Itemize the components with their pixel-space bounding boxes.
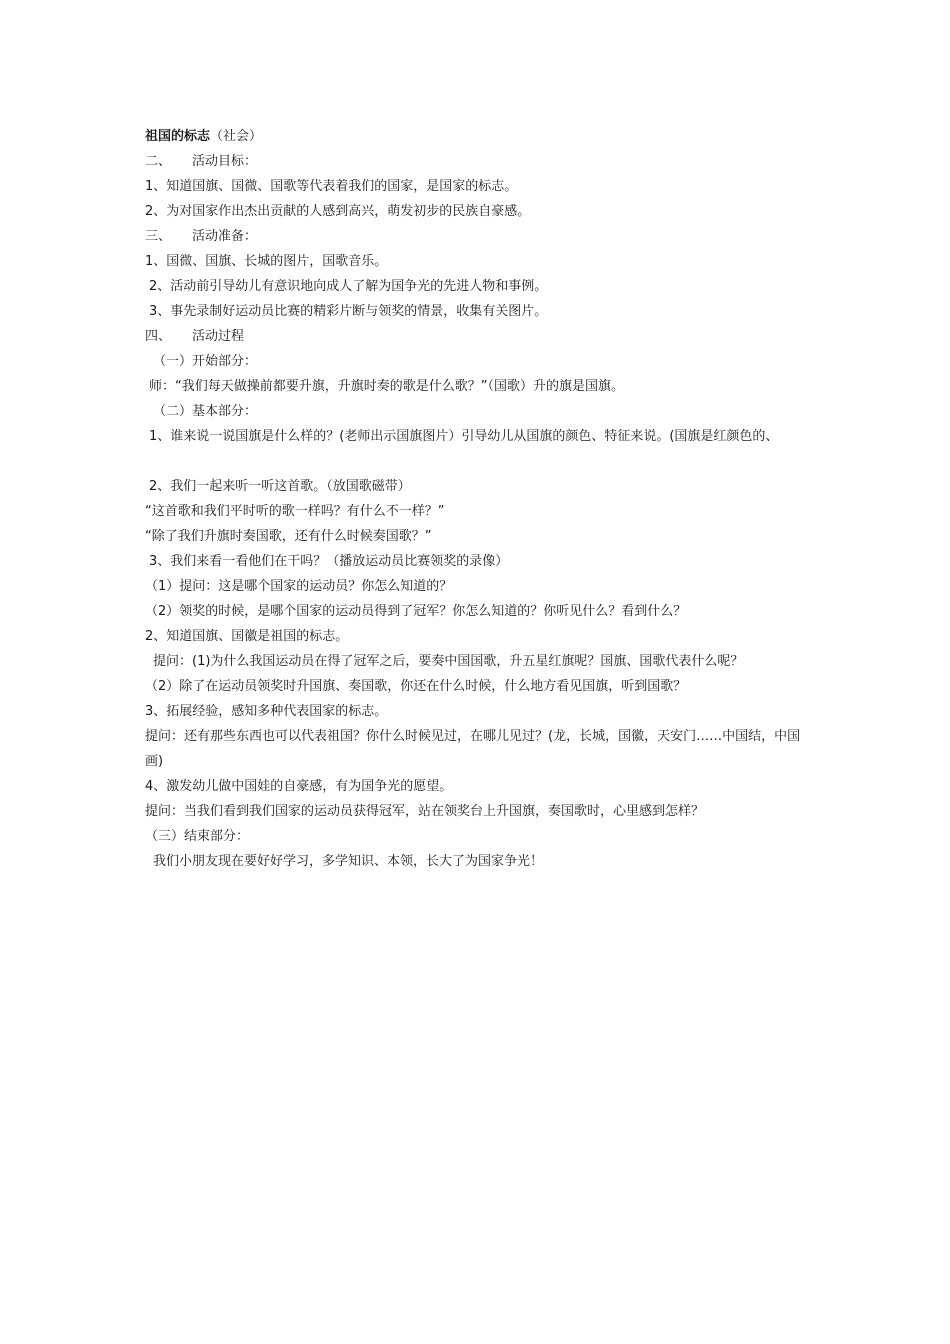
part-heading-end: （三）结束部分： [145, 829, 250, 844]
section-number: 二、 [145, 154, 172, 169]
document-body [145, 124, 817, 874]
question-1: （1）提问：这是哪个国家的运动员？你怎么知道的？ [145, 579, 453, 594]
quote-line-2: “除了我们升旗时奏国歌，还有什么时候奏国歌？” [145, 529, 432, 544]
question-2: （2）领奖的时候，是哪个国家的运动员得到了冠军？你怎么知道的？你听见什么？看到什么？ [145, 604, 687, 619]
basic-item-3: 3、我们来看一看他们在干吗？（播放运动员比赛领奖的录像） [149, 554, 509, 569]
section-label: 活动准备： [192, 229, 258, 244]
blank-line [145, 449, 817, 474]
process-item-3: 3、拓展经验，感知多种代表国家的标志。 [145, 704, 388, 719]
section-heading-process [145, 324, 817, 349]
document-title [145, 124, 817, 149]
title-main: 祖国的标志 [145, 129, 211, 144]
part-heading-start: （一）开始部分： [153, 354, 258, 369]
process-item-2: 2、知道国旗、国徽是祖国的标志。 [145, 629, 349, 644]
section-heading-goals [145, 149, 817, 174]
ask-line-3: 提问：还有那些东西也可以代表祖国？你什么时候见过，在哪儿见过？(龙，长城，国徽，天安门……中国结，中国画) [145, 729, 801, 769]
section-number: 三、 [145, 229, 172, 244]
section-label: 活动过程 [192, 329, 245, 344]
basic-item-1: 1、谁来说一说国旗是什么样的？(老师出示国旗图片）引导幼儿从国旗的颜色、特征来说。(国旗是红颜色的、 [149, 429, 779, 444]
ask-line-2: （2）除了在运动员领奖时升国旗、奏国歌，你还在什么时候，什么地方看见国旗，听到国歌？ [145, 679, 687, 694]
section-label: 活动目标： [192, 154, 258, 169]
section-number: 四、 [145, 329, 172, 344]
goal-item-1: 1、知道国旗、国微、国歌等代表着我们的国家，是国家的标志。 [145, 179, 518, 194]
teacher-line: 师：“我们每天做操前都要升旗，升旗时奏的歌是什么歌？”（国歌）升的旗是国旗。 [149, 379, 624, 394]
goal-item-2: 2、为对国家作出杰出贡献的人感到高兴，萌发初步的民族自豪感。 [145, 204, 531, 219]
ending-line: 我们小朋友现在要好好学习，多学知识、本领，长大了为国家争光！ [153, 854, 544, 869]
prep-item-1: 1、国微、国旗、长城的图片，国歌音乐。 [145, 254, 388, 269]
ask-line-4: 提问：当我们看到我们国家的运动员获得冠军，站在领奖台上升国旗，奏国歌时，心里感到怎样？ [145, 804, 705, 819]
process-item-4: 4、激发幼儿做中国娃的自豪感，有为国争光的愿望。 [145, 779, 453, 794]
quote-line-1: “这首歌和我们平时听的歌一样吗？有什么不一样？” [145, 504, 445, 519]
ask-line-1: 提问：(1)为什么我国运动员在得了冠军之后，要奏中国国歌，升五星红旗呢？国旗、国歌代表什么呢？ [153, 654, 744, 669]
title-subject: （社会） [210, 129, 263, 144]
prep-item-2: 2、活动前引导幼儿有意识地向成人了解为国争光的先进人物和事例。 [149, 279, 548, 294]
basic-item-2: 2、我们一起来听一听这首歌。（放国歌磁带） [149, 479, 411, 494]
section-heading-preparation [145, 224, 817, 249]
prep-item-3: 3、事先录制好运动员比赛的精彩片断与领奖的情景，收集有关图片。 [149, 304, 548, 319]
part-heading-basic: （二）基本部分： [153, 404, 258, 419]
